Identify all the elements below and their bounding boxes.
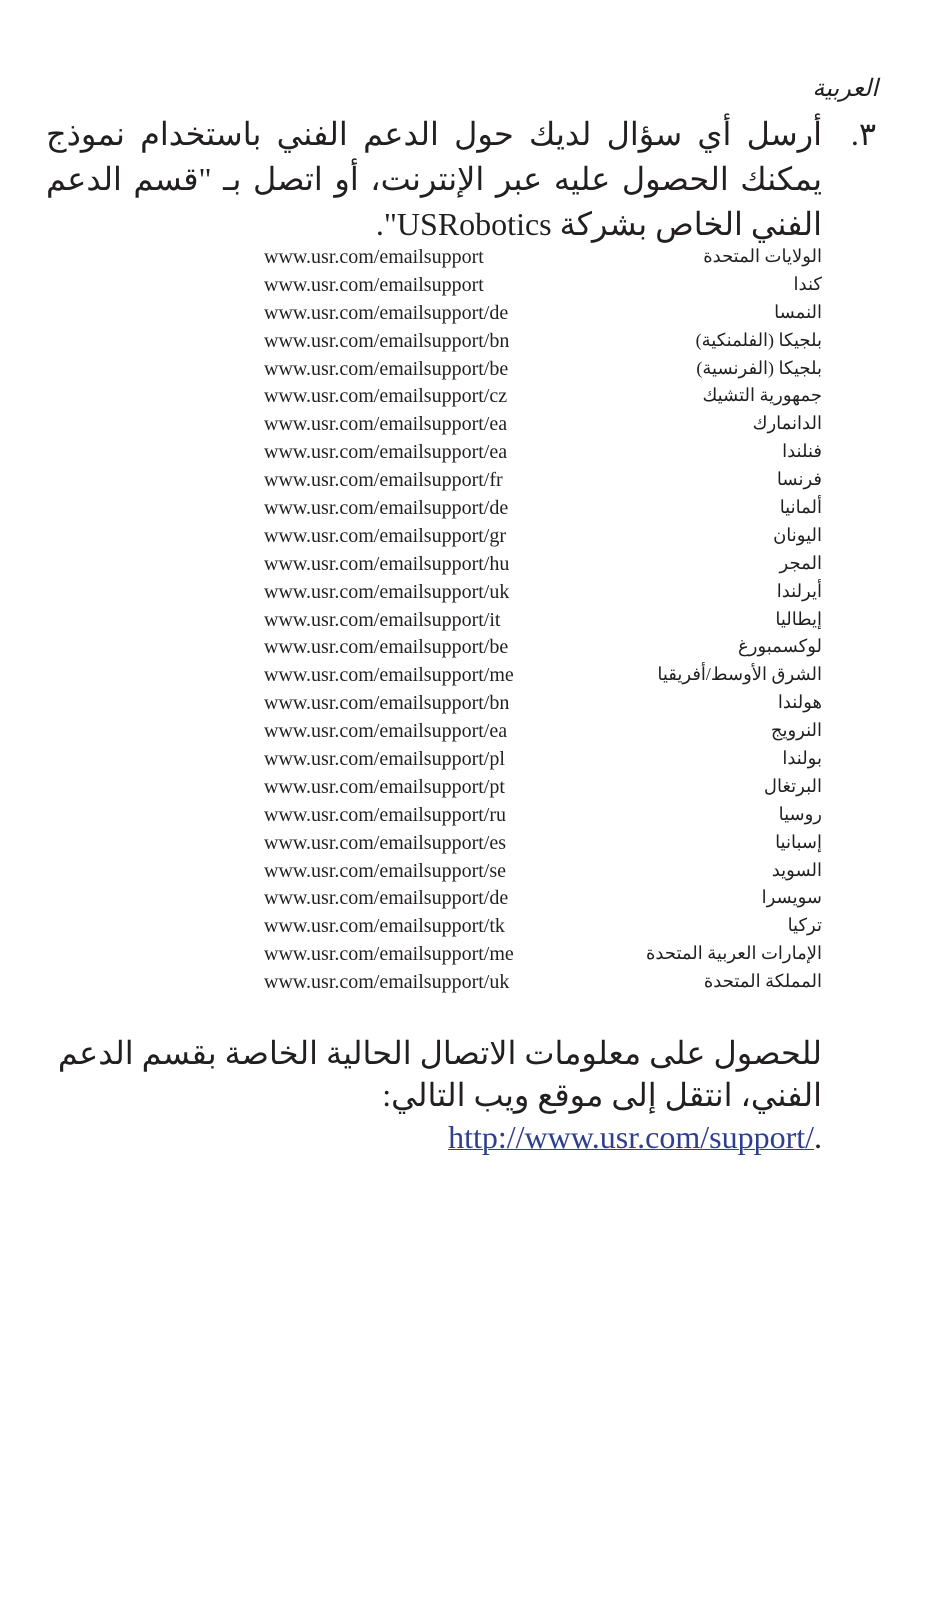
support-url[interactable]: www.usr.com/emailsupport/gr (264, 524, 507, 547)
table-row (264, 579, 822, 607)
step-number: ٣. (850, 116, 876, 152)
country-name: البرتغال (763, 775, 822, 796)
table-row (264, 439, 822, 467)
country-name: تركيا (787, 915, 822, 936)
country-name: سويسرا (761, 887, 822, 908)
table-row (264, 467, 822, 495)
table-row (264, 411, 822, 439)
table-row (264, 383, 822, 411)
support-url[interactable]: www.usr.com/emailsupport/hu (264, 552, 510, 575)
support-url[interactable]: www.usr.com/emailsupport/fr (264, 469, 503, 492)
country-name: لوكسمبورغ (738, 636, 822, 657)
country-name: فنلندا (782, 441, 822, 462)
support-url[interactable]: www.usr.com/emailsupport/pt (264, 775, 505, 798)
support-link[interactable]: http://www.usr.com/support/ (448, 1119, 814, 1155)
country-name: الولايات المتحدة (703, 246, 822, 266)
table-row (264, 969, 822, 997)
table-row (264, 774, 822, 802)
country-name: بلجيكا (الفرنسية) (696, 357, 822, 378)
table-row (264, 634, 822, 662)
support-url[interactable]: www.usr.com/emailsupport/tk (264, 915, 505, 938)
step-text: أرسل أي سؤال لديك حول الدعم الفني باستخدام نموذج يمكنك الحصول عليه عبر الإنترنت، أو اتصل بـ "قسم الدعم الفني الخاص بشركة USRobotics". (46, 116, 822, 242)
language-header: العربية (812, 76, 878, 102)
support-url[interactable]: www.usr.com/emailsupport/de (264, 497, 509, 520)
table-row (264, 858, 822, 886)
support-url[interactable]: www.usr.com/emailsupport/be (264, 357, 509, 380)
table-row (264, 607, 822, 635)
support-url[interactable]: www.usr.com/emailsupport (264, 246, 484, 268)
country-name: إسبانيا (775, 831, 822, 852)
country-name: روسيا (778, 803, 822, 824)
support-url[interactable]: www.usr.com/emailsupport/ea (264, 441, 508, 464)
support-url[interactable]: www.usr.com/emailsupport/pl (264, 748, 505, 771)
table-row (264, 746, 822, 774)
country-name: الدانمارك (752, 413, 822, 434)
country-name: الشرق الأوسط/أفريقيا (657, 664, 822, 685)
footer-link-line (34, 1116, 822, 1158)
table-row (264, 662, 822, 690)
footer-text: للحصول على معلومات الاتصال الحالية الخاصة بقسم الدعم الفني، انتقل إلى موقع ويب التالي: (57, 1035, 822, 1113)
table-row (264, 690, 822, 718)
country-name: الإمارات العربية المتحدة (645, 943, 822, 964)
table-row (264, 913, 822, 941)
country-name: ألمانيا (779, 497, 822, 518)
support-url[interactable]: www.usr.com/emailsupport/uk (264, 580, 510, 603)
country-name: السويد (771, 859, 822, 880)
country-name: بلجيكا (الفلمنكية) (695, 329, 822, 350)
step-3 (46, 112, 876, 247)
country-name: فرنسا (776, 469, 822, 490)
table-row (264, 244, 822, 272)
footer-link-suffix: . (814, 1119, 822, 1155)
country-name: المجر (779, 552, 822, 573)
support-url[interactable]: www.usr.com/emailsupport/ea (264, 720, 508, 743)
table-row (264, 802, 822, 830)
support-url[interactable]: www.usr.com/emailsupport (264, 273, 484, 296)
table-row (264, 272, 822, 300)
country-name: هولندا (777, 692, 822, 713)
support-url[interactable]: www.usr.com/emailsupport/de (264, 887, 509, 910)
table-row (264, 551, 822, 579)
table-row (264, 300, 822, 328)
support-url[interactable]: www.usr.com/emailsupport/se (264, 859, 507, 882)
support-url[interactable]: www.usr.com/emailsupport/de (264, 301, 509, 324)
table-row (264, 885, 822, 913)
country-name: بولندا (782, 748, 822, 769)
country-name: النرويج (770, 720, 822, 741)
country-name: إيطاليا (775, 608, 822, 629)
table-row (264, 328, 822, 356)
support-url[interactable]: www.usr.com/emailsupport/uk (264, 971, 510, 994)
support-contact-table (264, 244, 822, 997)
support-url[interactable]: www.usr.com/emailsupport/es (264, 831, 507, 854)
support-url[interactable]: www.usr.com/emailsupport/ea (264, 413, 508, 436)
support-url[interactable]: www.usr.com/emailsupport/cz (264, 385, 508, 408)
table-row (264, 941, 822, 969)
support-url[interactable]: www.usr.com/emailsupport/it (264, 608, 501, 631)
table-row (264, 523, 822, 551)
support-url[interactable]: www.usr.com/emailsupport/bn (264, 692, 510, 715)
table-row (264, 718, 822, 746)
footer-note (34, 1032, 822, 1158)
country-name: اليونان (773, 524, 822, 545)
table-row (264, 830, 822, 858)
table-row (264, 495, 822, 523)
support-url[interactable]: www.usr.com/emailsupport/bn (264, 329, 510, 352)
country-name: النمسا (774, 301, 822, 322)
country-name: المملكة المتحدة (703, 971, 822, 992)
support-url[interactable]: www.usr.com/emailsupport/ru (264, 803, 507, 826)
table-row (264, 356, 822, 384)
support-url[interactable]: www.usr.com/emailsupport/me (264, 664, 514, 687)
support-url[interactable]: www.usr.com/emailsupport/me (264, 943, 514, 966)
country-name: كندا (793, 273, 822, 294)
country-name: جمهورية التشيك (702, 385, 822, 406)
support-url[interactable]: www.usr.com/emailsupport/be (264, 636, 509, 659)
country-name: أيرلندا (776, 580, 822, 601)
